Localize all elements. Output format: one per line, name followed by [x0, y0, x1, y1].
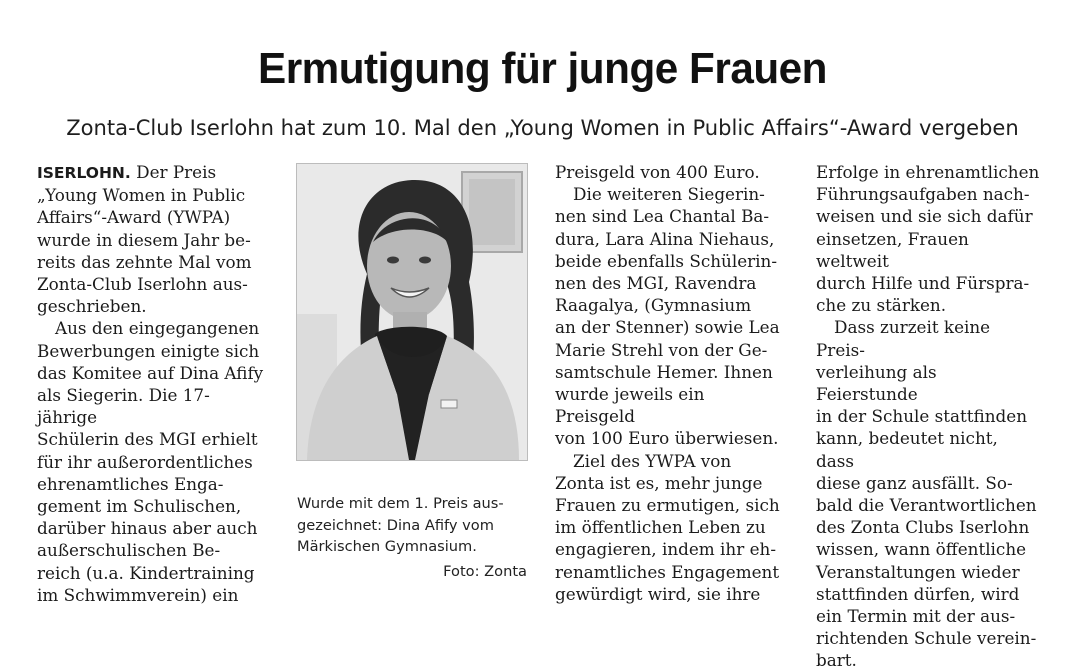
article-column-1: [37, 161, 269, 606]
text-line: Zonta-Club Iserlohn aus-: [37, 274, 248, 295]
text-line: das Komitee auf Dina Afify: [37, 362, 264, 383]
text-line: in der Schule stattfinden: [816, 406, 1028, 427]
text-line: kann, bedeutet nicht, dass: [816, 428, 998, 471]
text-line: Erfolge in ehrenamtlichen: [816, 162, 1040, 182]
text-line: außerschulischen Be-: [37, 540, 221, 561]
article-column-3: [555, 161, 780, 605]
subheadline: Zonta-Club Iserlohn hat zum 10. Mal den „Young Women in Public Affairs“-Award vergeben: [66, 116, 1019, 141]
caption-line: gezeichnet: Dina Afify vom: [297, 516, 494, 534]
headline: Ermutigung für junge Frauen: [257, 44, 827, 93]
text-line: renamtliches Engagement: [555, 561, 780, 582]
text-line: Führungsaufgaben nach-: [816, 184, 1030, 205]
text-line: ein Termin mit der aus-: [816, 606, 1016, 627]
text-line: bart.: [816, 650, 857, 671]
text-line: geschrieben.: [37, 296, 147, 317]
text-line: nen des MGI, Ravendra: [555, 273, 757, 294]
text-line: an der Stenner) sowie Lea: [555, 317, 780, 338]
article-column-4: [816, 161, 1041, 672]
text-line: bald die Verantwortlichen: [816, 495, 1037, 516]
text-line: als Siegerin. Die 17-jährige: [37, 385, 210, 428]
text-line: weisen und sie sich dafür: [816, 206, 1033, 227]
photo-caption: [297, 493, 527, 558]
text-line: nen sind Lea Chantal Ba-: [555, 206, 770, 227]
text-line: gewürdigt wird, sie ihre: [555, 583, 761, 604]
text-line: beide ebenfalls Schülerin-: [555, 250, 778, 271]
text-line: ehrenamtliches Enga-: [37, 473, 224, 494]
text-line: des Zonta Clubs Iserlohn: [816, 517, 1030, 538]
text-line: Preisgeld von 400 Euro.: [555, 162, 760, 182]
text-line: Raagalya, (Gymnasium: [555, 295, 752, 316]
text-line: darüber hinaus aber auch: [37, 518, 258, 539]
text-line: Der Preis: [130, 162, 217, 182]
column-4-paragraph-1: [816, 161, 1041, 316]
portrait-illustration: [297, 164, 527, 460]
portrait-photo: [296, 163, 528, 461]
text-line: verleihung als Feierstunde: [816, 361, 937, 405]
photo-credit: Foto: Zonta: [443, 563, 527, 580]
text-line: durch Hilfe und Fürspra-: [816, 273, 1030, 294]
column-4-paragraph-2: [816, 316, 1041, 671]
text-line: wissen, wann öffentliche: [816, 539, 1027, 560]
text-line: che zu stärken.: [816, 295, 947, 316]
text-line: richtenden Schule verein-: [816, 628, 1037, 649]
text-line: Marie Strehl von der Ge-: [555, 339, 768, 360]
text-line: Affairs“-Award (YWPA): [37, 207, 231, 228]
text-line: dura, Lara Alina Niehaus,: [555, 228, 775, 249]
text-line: von 100 Euro überwiesen.: [555, 428, 779, 449]
text-line: im Schwimmverein) ein: [37, 584, 239, 605]
column-3-paragraph-3: [555, 450, 780, 605]
text-line: reits das zehnte Mal vom: [37, 251, 252, 272]
column-1-paragraph-1: [37, 161, 269, 317]
text-line: Aus den eingegangenen: [55, 318, 260, 339]
text-line: Frauen zu ermutigen, sich: [555, 495, 780, 516]
text-line: wurde jeweils ein Preisgeld: [555, 384, 705, 427]
text-line: für ihr außerordentliches: [37, 451, 253, 472]
text-line: einsetzen, Frauen weltweit: [816, 228, 969, 271]
text-line: im öffentlichen Leben zu: [555, 517, 766, 538]
text-line: engagieren, indem ihr eh-: [555, 539, 776, 560]
text-line: Dass zurzeit keine Preis-: [816, 317, 991, 360]
text-line: Die weiteren Siegerin-: [573, 184, 765, 205]
text-line: Veranstaltungen wieder: [816, 561, 1020, 582]
column-3-paragraph-1: [555, 161, 780, 183]
text-line: Zonta ist es, mehr junge: [555, 472, 763, 493]
text-line: reich (u.a. Kindertraining: [37, 562, 255, 583]
text-line: Schülerin des MGI erhielt: [37, 429, 258, 450]
column-1-paragraph-2: [37, 317, 269, 606]
text-line: stattfinden dürfen, wird: [816, 583, 1020, 604]
column-3-paragraph-2: [555, 183, 780, 449]
caption-line: Wurde mit dem 1. Preis aus-: [297, 495, 504, 512]
dateline: ISERLOHN.: [37, 164, 131, 182]
text-line: gement im Schulischen,: [37, 496, 242, 517]
caption-line: Märkischen Gymnasium.: [297, 538, 477, 555]
text-line: Ziel des YWPA von: [573, 450, 732, 471]
text-line: wurde in diesem Jahr be-: [37, 229, 251, 250]
text-line: diese ganz ausfällt. So-: [816, 472, 1013, 493]
text-line: Bewerbungen einigte sich: [37, 340, 260, 361]
text-line: samtschule Hemer. Ihnen: [555, 361, 773, 382]
text-line: „Young Women in Public: [37, 185, 246, 206]
